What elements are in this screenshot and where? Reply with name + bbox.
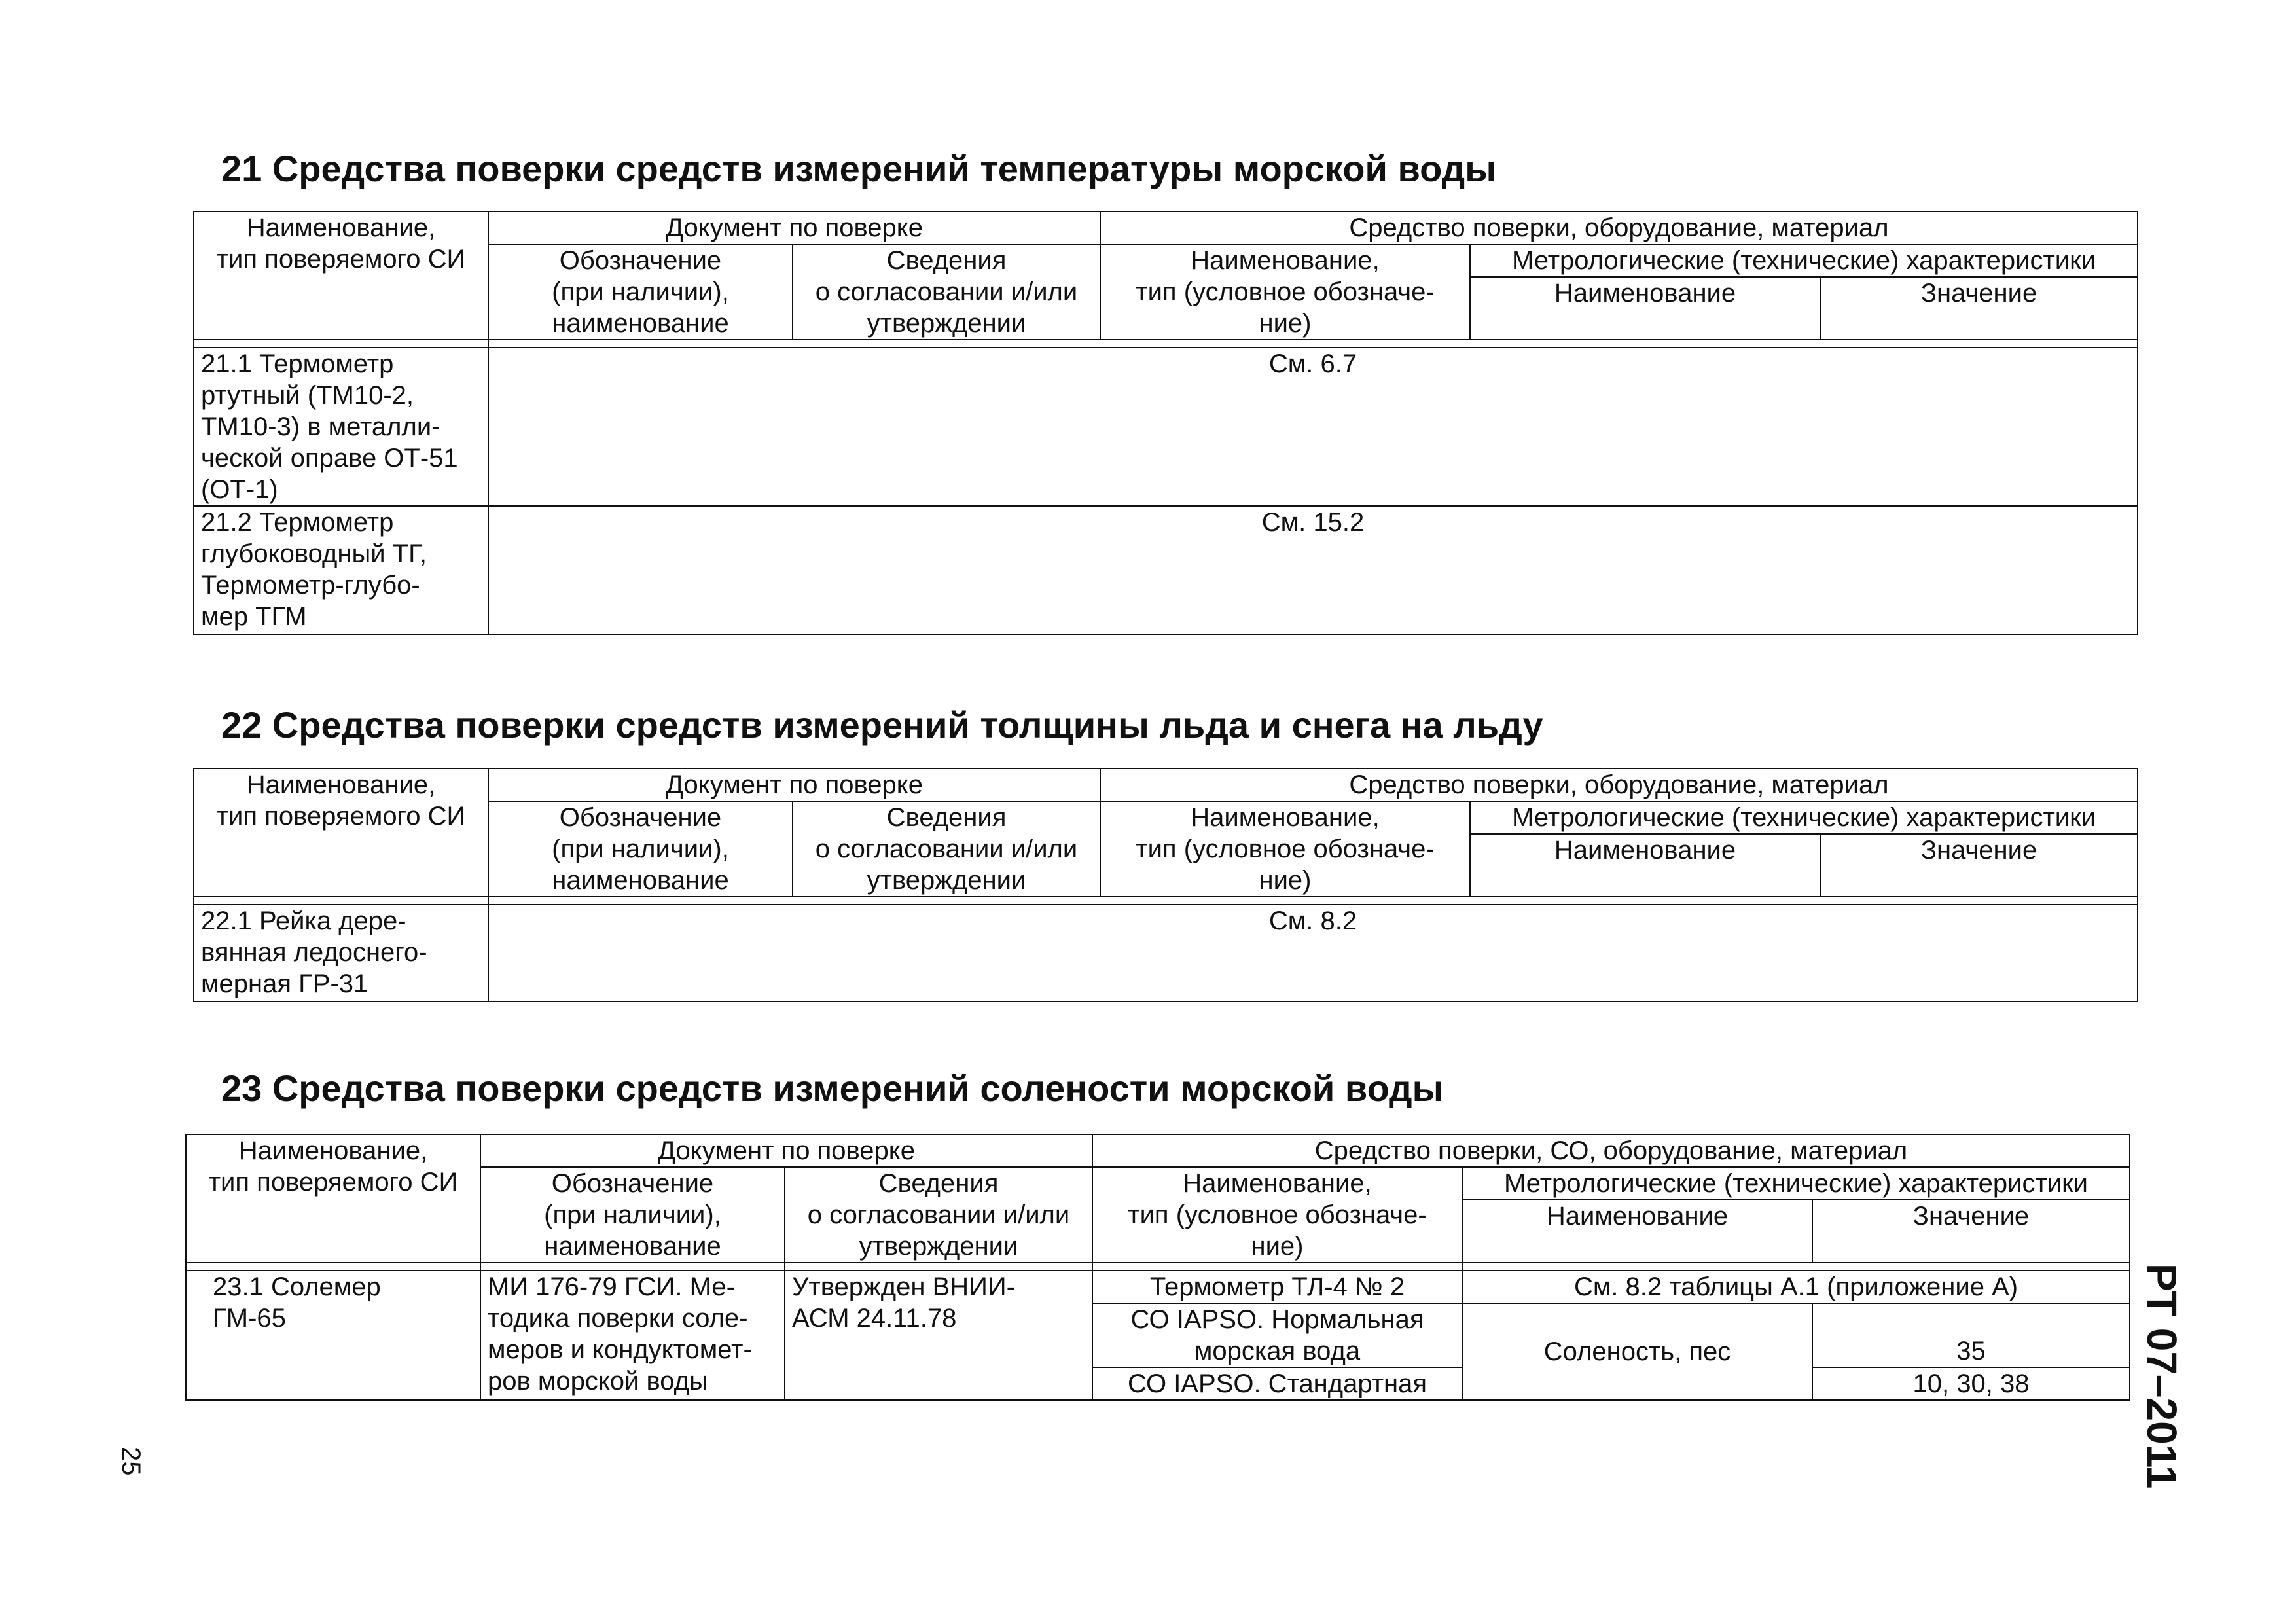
header-metro-group: Метрологические (технические) характеристики bbox=[1470, 244, 2138, 277]
table-row-name: 21.1 Термометр ртутный (ТМ10-2, ТМ10-3) в металли- ческой оправе ОТ-51 (ОТ-1) bbox=[194, 348, 488, 506]
table-row-ref: См. 6.7 bbox=[488, 348, 2138, 506]
header-equip-group: Средство поверки, оборудование, материал bbox=[1100, 211, 2138, 244]
table-row-ref: См. 15.2 bbox=[488, 506, 2138, 634]
characteristic-name: Соленость, пес bbox=[1462, 1303, 1812, 1400]
equipment-name: СО IAPSO. Нормальная морская вода bbox=[1092, 1303, 1462, 1367]
characteristic-value: 35 bbox=[1812, 1303, 2130, 1367]
table-row-approval: Утвержден ВНИИ- АСМ 24.11.78 bbox=[785, 1271, 1092, 1400]
header-si-name: Наименование, тип поверяемого СИ bbox=[194, 768, 488, 897]
header-si-name: Наименование, тип поверяемого СИ bbox=[194, 211, 488, 340]
header-metro-value: Значение bbox=[1820, 834, 2138, 897]
header-doc-designation: Обозначение (при наличии), наименование bbox=[488, 801, 793, 897]
table-row-doc: МИ 176-79 ГСИ. Ме- тодика поверки соле- меров и кондуктомет- ров морской воды bbox=[480, 1271, 785, 1400]
header-doc-designation: Обозначение (при наличии), наименование bbox=[480, 1167, 785, 1263]
table-row-ref: См. 8.2 bbox=[488, 905, 2138, 1001]
table-row-name: 21.2 Термометр глубоководный ТГ, Термометр-глубо- мер ТГМ bbox=[194, 506, 488, 634]
equipment-name: СО IAPSO. Стандартная bbox=[1092, 1367, 1462, 1400]
header-doc-info: Сведения о согласовании и/или утверждении bbox=[793, 244, 1100, 340]
section-21-title: 21 Средства поверки средств измерений температуры морской воды bbox=[221, 148, 1497, 189]
header-metro-group: Метрологические (технические) характеристики bbox=[1470, 801, 2138, 834]
header-equip-name: Наименование, тип (условное обозначе- ние) bbox=[1100, 244, 1470, 340]
header-doc-group: Документ по поверке bbox=[480, 1134, 1092, 1167]
header-doc-info: Сведения о согласовании и/или утверждении bbox=[785, 1167, 1092, 1263]
header-doc-designation: Обозначение (при наличии), наименование bbox=[488, 244, 793, 340]
document-code: РТ 07–2011 bbox=[2138, 1263, 2185, 1489]
header-metro-name: Наименование bbox=[1462, 1200, 1812, 1263]
header-doc-group: Документ по поверке bbox=[488, 211, 1100, 244]
section-22-title: 22 Средства поверки средств измерений толщины льда и снега на льду bbox=[221, 704, 1543, 746]
section-23-title: 23 Средства поверки средств измерений солености морской воды bbox=[221, 1068, 1444, 1109]
equipment-name: Термометр ТЛ-4 № 2 bbox=[1092, 1271, 1462, 1303]
section-23-table bbox=[185, 1134, 2130, 1401]
section-21-table bbox=[193, 211, 2138, 635]
characteristic-value: 10, 30, 38 bbox=[1812, 1367, 2130, 1400]
section-22-table bbox=[193, 768, 2138, 1002]
page-number: 25 bbox=[117, 1447, 145, 1476]
header-si-name: Наименование, тип поверяемого СИ bbox=[186, 1134, 480, 1263]
table-row-name: 23.1 Солемер ГМ-65 bbox=[186, 1271, 480, 1400]
header-metro-name: Наименование bbox=[1470, 277, 1820, 340]
header-metro-group: Метрологические (технические) характеристики bbox=[1462, 1167, 2130, 1200]
header-metro-name: Наименование bbox=[1470, 834, 1820, 897]
header-equip-group: Средство поверки, оборудование, материал bbox=[1100, 768, 2138, 801]
header-doc-group: Документ по поверке bbox=[488, 768, 1100, 801]
equipment-characteristics: См. 8.2 таблицы А.1 (приложение А) bbox=[1462, 1271, 2130, 1303]
header-equip-name: Наименование, тип (условное обозначе- ние) bbox=[1092, 1167, 1462, 1263]
header-metro-value: Значение bbox=[1820, 277, 2138, 340]
header-metro-value: Значение bbox=[1812, 1200, 2130, 1263]
header-equip-name: Наименование, тип (условное обозначе- ние) bbox=[1100, 801, 1470, 897]
header-equip-group: Средство поверки, СО, оборудование, материал bbox=[1092, 1134, 2130, 1167]
table-row-name: 22.1 Рейка дере- вянная ледоснего- мерная ГР-31 bbox=[194, 905, 488, 1001]
header-doc-info: Сведения о согласовании и/или утверждении bbox=[793, 801, 1100, 897]
